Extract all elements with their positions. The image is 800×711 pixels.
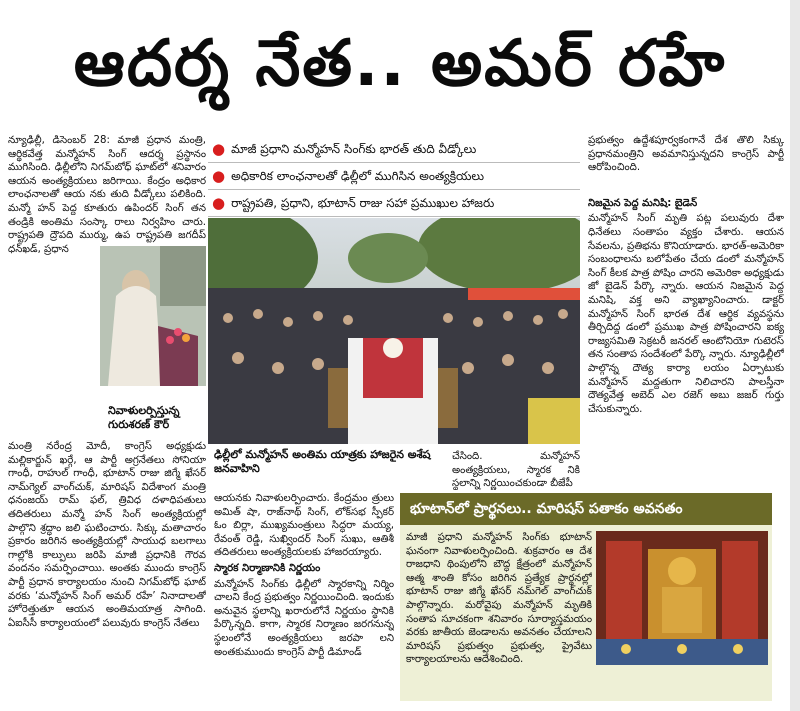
- page-edge: [790, 0, 800, 711]
- bullet-item: [208, 163, 580, 190]
- box-text: [406, 531, 592, 697]
- page-headline: ఆదర్శ నేత.. అమర్ రహే: [73, 27, 727, 101]
- mid-bottom-continuation: [452, 450, 580, 490]
- main-photo: [208, 218, 580, 444]
- right-column: [588, 134, 784, 488]
- mourner-illustration: [100, 246, 206, 386]
- box-paragraph: మాజీ ప్రధాని మన్మోహన్ సింగ్‌కు భూటాన్ ఘనంగా నివాళులర్పించింది. శుక్రవారం ఆ దేశ రాజధాని థింపులోని బౌద్ధ క్షేత్రంలో మన్మోహన్ ఆత్మ శాంతి కోసం జరిగిన ప్రత్యేక ప్రార్థనల్లో భూటాన్ రాజు జిగ్మే ఖేసర్ నమ్‌గెల్ వాంగ్‌చుక్ పాల్గొన్నారు. మరోవైపు మన్మోహన్ మృతికి సంతాప సూచకంగా శనివారం సూర్యాస్తమయం వరకు జాతీయ జెండాలను అవనతం చేయాలని మారిషస్ ప్రభుత్వం ప్రభుత్వ, ప్రైవేటు కార్యాలయాలను ఆదేశించింది.: [406, 532, 592, 666]
- left-column-para-top: న్యూఢిల్లీ, డిసెంబర్ 28: మాజీ ప్రధాన మంత్రి, ఆర్థికవేత్త మన్మోహన్ సింగ్ ఆదర్శ ప్రస్థానం ముగిసింది. ఢిల్లీలోని నిగమ్‌బోధ్ ఘాట్‌లో శనివారం ఆయన అంత్యక్రియలు జరిగాయి. కేంద్రం అధికార లాంఛనాలతో ఆయ నకు తుది వీడ్కోలు పలికింది. మన్మో హన్ పెద్ద కూతురు ఉపిందర్ సింగ్ తన తండ్రికి అంతిమ సంస్కా రాలు నిర్వహిం చారు. రాష్ట్రపతి ద్రౌపది ముర్ము, ఉప రాష్ట్రపతి జగదీప్ ధన్‌ఖడ్, ప్రధాన: [8, 135, 206, 255]
- left-column-intro: [8, 134, 206, 262]
- left-column-body: [8, 440, 206, 706]
- bullet-text: అధికారిక లాంఛనాలతో ఢిల్లీలో ముగిసిన అంత్యక్రియలు: [231, 168, 485, 183]
- bullet-item: [208, 190, 580, 217]
- buddhist-altar-illustration: [596, 531, 768, 665]
- bullet-dot-icon: ●: [212, 166, 226, 185]
- bullet-item: [208, 136, 580, 163]
- inset-photo: [100, 246, 206, 386]
- bullet-text: రాష్ట్రపతి, ప్రధాని, భూటాన్ రాజు సహా ప్రముఖుల హాజరు: [231, 195, 495, 210]
- bullet-dot-icon: ●: [212, 139, 226, 158]
- bhutan-mauritius-box: [400, 525, 772, 701]
- procession-illustration: [208, 218, 580, 444]
- middle-column: [214, 492, 394, 706]
- right-para-1: ప్రభుత్వం ఉద్దేశపూర్వకంగానే దేశ తొలి సిక్కు ప్రధానమంత్రిని అవమానిస్తున్నదని కాంగ్రెస్ పార్టీ ఆరోపించింది.: [588, 135, 784, 174]
- bullet-text: మాజీ ప్రధాని మన్మోహన్ సింగ్‌కు భారత్ తుది వీడ్కోలు: [231, 141, 477, 156]
- middle-para-1: ఆయనకు నివాళులర్పించారు. కేంద్రమం త్రులు అమిత్ షా, రాజ్‌నాథ్ సింగ్, లోక్‌సభ స్పీకర్ ఓం బిర్లా, ముఖ్యమంత్రులు సిద్ధరా మయ్య, రేవంత్ రెడ్డి, సుఖ్విందర్ సింగ్ సుఖు, ఆతిశీ తదితరులు అంత్యక్రియలకు హాజరయ్యారు.: [214, 493, 394, 559]
- left-column-narrow: [8, 262, 98, 382]
- main-photo-caption: ఢిల్లీలో మన్మోహన్ అంతిమ యాత్రకు హాజరైన అశేష జనవాహిని: [214, 448, 431, 475]
- mid-bottom-text: చేసింది. మన్మోహన్ అంత్యక్రియలు, స్మారక నికి స్థలాన్ని నిర్ణయించకుండా బీజేపీ: [452, 451, 580, 490]
- left-column-para-bottom: మంత్రి నరేంద్ర మోదీ, కాంగ్రెస్ అధ్యక్షుడు మల్లికార్జున్ ఖర్గే, ఆ పార్టీ అగ్రనేతలు సోనియా గాంధీ, రాహుల్ గాంధీ, భూటాన్ రాజు జిగ్మే ఖేసర్ నామ్‌గ్యెల్ వాంగ్‌చుక్, మారిషస్ విదేశాంగ మంత్రి ధనంజయ్ రామ్ ఫల్, త్రివిధ దళాధిపతులు తదితరులు మన్మో హన్ సింగ్ అంత్యక్రియల్లో పాల్గొని శ్రద్ధాం జలి ఘటించారు. సిక్కు మతాచారం ప్రకారం జరిగిన అంత్యక్రియల్లో సాయుధ బలగాలు గాల్లోకి కాల్పులు జరిపి మాజీ ప్రధానికి గౌరవ వందనం సమర్పించాయి. అంతకు ముందు కాంగ్రెస్ పార్టీ ప్రధాన కార్యాలయం నుంచి నిగమ్‌బోధ్ ఘాట్ వరకు ‘మన్మోహన్ సింగ్ అమర్ రహే’ నినాదాలతో హోరెత్తుతూ ఆయన అంతిమయాత్ర సాగింది. ఏఐసీసీ కార్యాలయంలో పలువురు కాంగ్రెస్ నేతలు: [8, 441, 206, 629]
- inset-caption: నివాళులర్పిస్తున్న గురుశరణ్ కౌర్: [108, 404, 180, 431]
- middle-para-2: మన్మోహన్ సింగ్‌కు ఢిల్లీలో స్మారకాన్ని నిర్మిం చాలని కేంద్ర ప్రభుత్వం నిర్ణయించింది. ఇందుకు అనువైన స్థలాన్ని ఖరారులోనే నిర్ణయం స్థానికి పేర్కొన్నది. కాగా, స్మారక నిర్మాణం జరగనున్న స్థలంలోనే అంత్యక్రియలు జరపా లని అంతకుముందు కాంగ్రెస్ పార్టీ డిమాండ్: [214, 578, 394, 658]
- highlight-bullets: [208, 136, 580, 217]
- box-photo: [596, 531, 768, 665]
- bullet-dot-icon: ●: [212, 193, 226, 212]
- right-para-2: మన్మోహన్ సింగ్ మృతి పట్ల పలువురు దేశా ధినేతలు సంతాపం వ్యక్తం చేశారు. ఆయన సేవలను, ప్రతిభను కొనియాడారు. భారత్-అమెరికా సంబంధాలను బలోపేతం చేయ డంలో మన్మోహన్ సింగ్ కీలక పాత్ర పోషిం చారని అమెరికా అధ్యక్షుడు జో బైడెన్ పేర్కొ న్నారు. ఆయన నిజమైన పెద్ద మనిషి, వక్త అని వ్యాఖ్యానించారు. డాక్టర్ మన్మోహన్ సింగ్ భారత దేశ ఆర్థిక వ్యవస్థను తీర్చిదిద్ద డంలో ప్రముఖ పాత్ర పోషించారని ఐక్య రాజ్యసమితి సెక్రటరీ జనరల్ ఆంటోనియో గుటెరస్ తన సంతాప సందేశంలో పేర్కొ న్నారు. న్యూఢిల్లీలో పాల్గొన్న దౌత్య కార్యా లయం ఏర్పాటుకు మన్మోహన్ మద్దతుగా నిలిచారని పాలస్తీనా దౌత్యవేత్త అబెద్ ఎల రజెగ్ అబు జజర్ గుర్తు చేసుకున్నారు.: [588, 213, 784, 415]
- biden-subhead: నిజమైన పెద్ద మనిషి: బైడెన్: [588, 197, 698, 209]
- memorial-subhead: స్మారక నిర్మాణానికి నిర్ణయం: [214, 562, 321, 574]
- box-title: భూటాన్‌లో ప్రార్థనలు.. మారిషస్ పతాకం అవనతం: [400, 493, 772, 525]
